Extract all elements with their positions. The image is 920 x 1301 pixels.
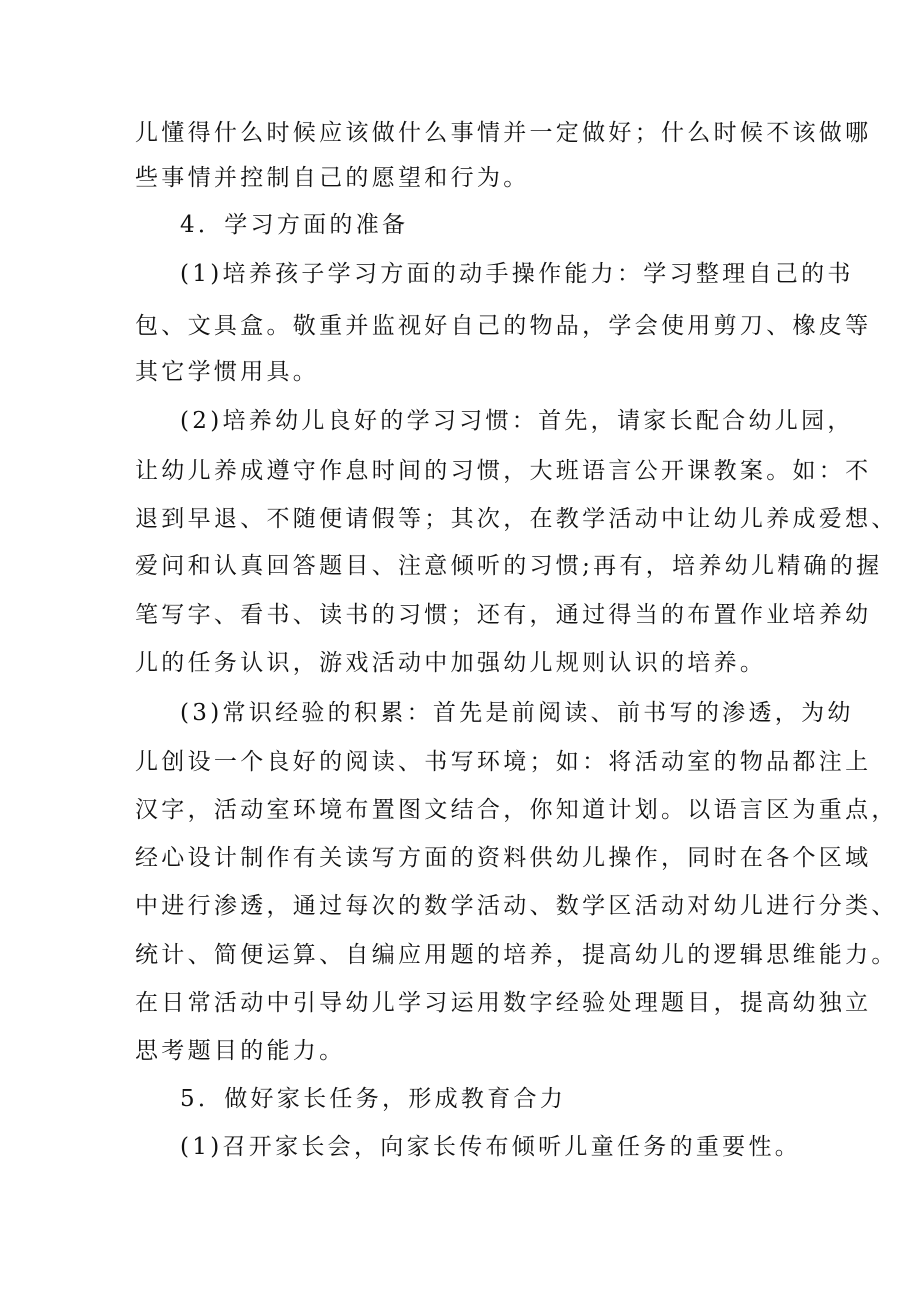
text-line: (1)召开家长会，向家长传布倾听儿童任务的重要性。	[180, 1134, 802, 1160]
text-line: 在日常活动中引导幼儿学习运用数字经验处理题目，提高幼独立	[135, 990, 872, 1016]
text-line: 让幼儿养成遵守作息时间的习惯，大班语言公开课教案。如：不	[135, 458, 872, 484]
text-line: 思考题目的能力。	[135, 1038, 346, 1064]
text-line: 退到早退、不随便请假等；其次，在教学活动中让幼儿养成爱想、	[135, 506, 898, 532]
text-line: 包、文具盒。敬重并监视好自己的物品，学会使用剪刀、橡皮等	[135, 313, 872, 339]
section-heading: 4．学习方面的准备	[180, 212, 409, 238]
text-line: 统计、简便运算、自编应用题的培养，提高幼儿的逻辑思维能力。	[135, 942, 898, 968]
section-heading: 5．做好家长任务，形成教育合力	[180, 1086, 567, 1112]
text-line: (1)培养孩子学习方面的动手操作能力：学习整理自己的书	[180, 261, 854, 287]
text-line: 汉字，活动室环境布置图文结合，你知道计划。以语言区为重点，	[135, 797, 898, 823]
text-line: 爱问和认真回答题目、注意倾听的习惯;再有，培养幼儿精确的握	[135, 553, 883, 579]
text-line: 儿创设一个良好的阅读、书写环境；如：将活动室的物品都注上	[135, 749, 872, 775]
text-line: 中进行渗透，通过每次的数学活动、数学区活动对幼儿进行分类、	[135, 893, 898, 919]
text-line: 经心设计制作有关读写方面的资料供幼儿操作，同时在各个区域	[135, 845, 872, 871]
text-line: 儿的任务认识，游戏活动中加强幼儿规则认识的培养。	[135, 650, 767, 676]
text-line: (3)常识经验的积累：首先是前阅读、前书写的渗透，为幼	[180, 700, 854, 726]
text-line: 些事情并控制自己的愿望和行为。	[135, 165, 530, 191]
text-line: 笔写字、看书、读书的习惯；还有，通过得当的布置作业培养幼	[135, 602, 872, 628]
text-line: 儿懂得什么时候应该做什么事情并一定做好；什么时候不该做哪	[135, 120, 872, 146]
text-line: (2)培养幼儿良好的学习习惯：首先，请家长配合幼儿园，	[180, 408, 854, 434]
text-line: 其它学惯用具。	[135, 359, 320, 385]
